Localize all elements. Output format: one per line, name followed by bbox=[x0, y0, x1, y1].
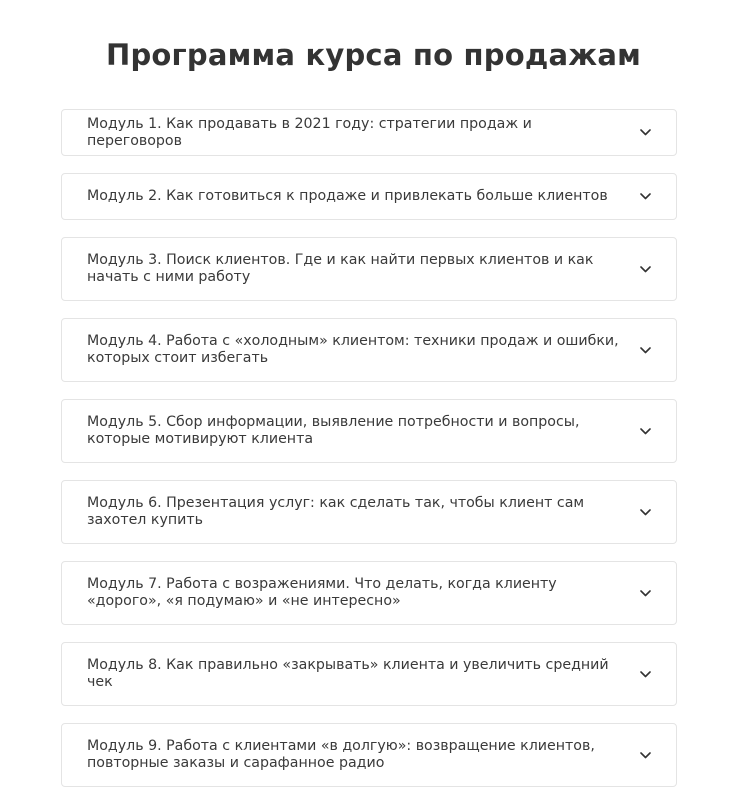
module-title: Модуль 5. Сбор информации, выявление потребности и вопросы, которые мотивируют клиента bbox=[87, 414, 580, 447]
module-item-7[interactable] bbox=[61, 561, 677, 625]
chevron-down-icon[interactable] bbox=[638, 586, 652, 600]
page-title: Программа курса по продажам bbox=[105, 38, 641, 72]
chevron-down-icon[interactable] bbox=[638, 190, 652, 204]
module-item-4[interactable] bbox=[61, 318, 677, 382]
course-program-accordion bbox=[61, 109, 677, 787]
module-item-5[interactable] bbox=[61, 399, 677, 463]
chevron-down-icon[interactable] bbox=[638, 667, 652, 681]
module-title: Модуль 3. Поиск клиентов. Где и как найти первых клиентов и как начать с ними работу bbox=[87, 252, 594, 285]
chevron-down-icon[interactable] bbox=[638, 126, 652, 140]
module-item-6[interactable] bbox=[61, 480, 677, 544]
chevron-down-icon[interactable] bbox=[638, 262, 652, 276]
module-title: Модуль 7. Работа с возражениями. Что делать, когда клиенту «дорого», «я подумаю» и «не интересно» bbox=[87, 576, 557, 609]
module-item-8[interactable] bbox=[61, 642, 677, 706]
module-title: Модуль 1. Как продавать в 2021 году: стратегии продаж и переговоров bbox=[87, 115, 532, 149]
module-title: Модуль 6. Презентация услуг: как сделать так, чтобы клиент сам захотел купить bbox=[87, 495, 585, 528]
module-item-9[interactable] bbox=[61, 723, 677, 787]
chevron-down-icon[interactable] bbox=[638, 748, 652, 762]
module-title: Модуль 8. Как правильно «закрывать» клиента и увеличить средний чек bbox=[87, 657, 609, 690]
module-item-1[interactable] bbox=[61, 109, 677, 156]
chevron-down-icon[interactable] bbox=[638, 424, 652, 438]
module-item-3[interactable] bbox=[61, 237, 677, 301]
module-title: Модуль 9. Работа с клиентами «в долгую»: возвращение клиентов, повторные заказы и сарафанное радио bbox=[87, 738, 595, 771]
module-item-2[interactable] bbox=[61, 173, 677, 220]
module-title: Модуль 4. Работа с «холодным» клиентом: техники продаж и ошибки, которых стоит избегать bbox=[87, 333, 619, 366]
chevron-down-icon[interactable] bbox=[638, 343, 652, 357]
chevron-down-icon[interactable] bbox=[638, 505, 652, 519]
module-title: Модуль 2. Как готовиться к продаже и привлекать больше клиентов bbox=[87, 188, 608, 204]
